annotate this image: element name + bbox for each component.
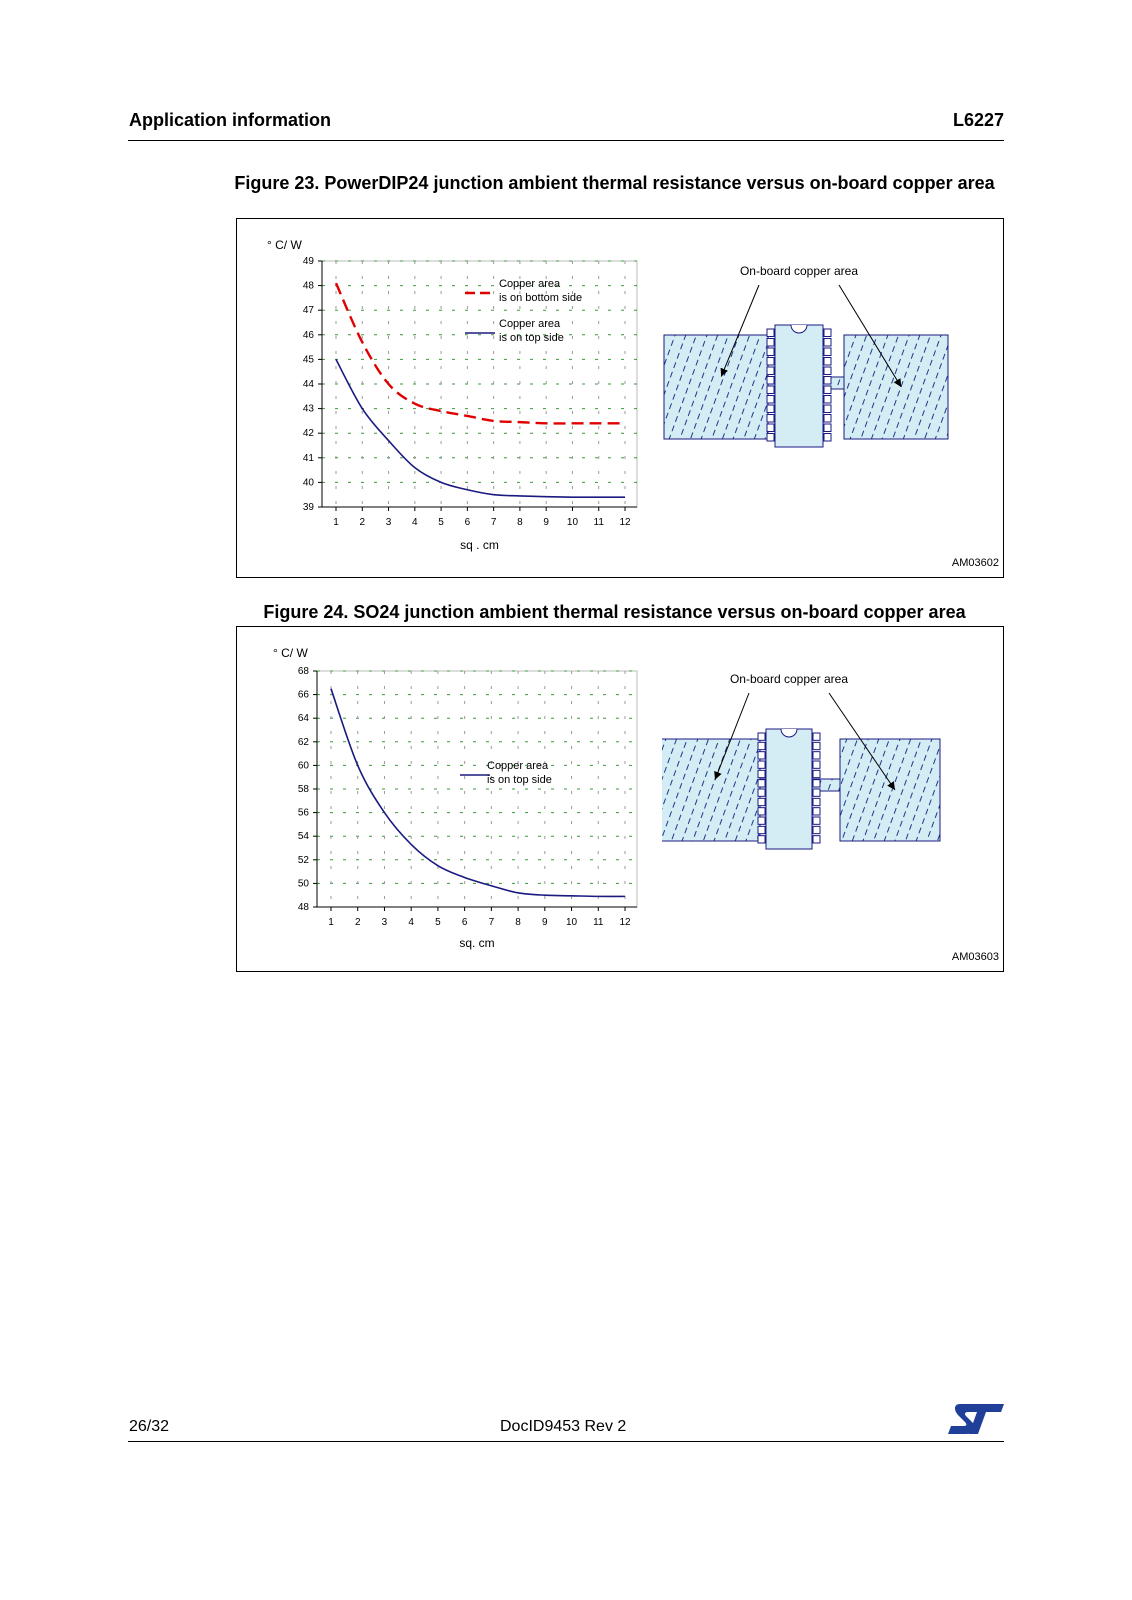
footer-rule bbox=[128, 1441, 1004, 1442]
figure-23-diagram bbox=[662, 219, 1002, 577]
x-tick-label: 9 bbox=[542, 917, 548, 928]
x-tick-label: 2 bbox=[359, 517, 366, 528]
x-tick-label: 7 bbox=[488, 917, 495, 928]
x-tick-label: 10 bbox=[566, 517, 579, 528]
figure-23-chart bbox=[237, 219, 657, 577]
ic-pin bbox=[813, 761, 820, 768]
x-tick-label: 4 bbox=[408, 917, 414, 928]
ic-pin bbox=[813, 789, 820, 796]
y-tick-label: 43 bbox=[302, 403, 314, 415]
figure-23-title: Figure 23. PowerDIP24 junction ambient thermal resistance versus on-board copper area bbox=[234, 173, 995, 193]
ic-pin bbox=[758, 817, 765, 824]
y-tick-label: 46 bbox=[302, 329, 314, 341]
ic-pin bbox=[824, 424, 831, 432]
y-tick-label: 64 bbox=[297, 713, 309, 725]
ic-pin bbox=[824, 396, 831, 404]
figure-24-code: AM03603 bbox=[951, 951, 999, 963]
ic-pin bbox=[824, 386, 831, 394]
x-tick-label: 6 bbox=[464, 517, 471, 528]
y-tick-label: 47 bbox=[302, 305, 314, 317]
ic-pin bbox=[767, 386, 774, 394]
x-tick-label: 11 bbox=[593, 517, 604, 528]
page-number: 26/32 bbox=[129, 1418, 170, 1435]
ic-pin bbox=[767, 434, 774, 442]
ic-pin bbox=[824, 339, 831, 347]
ic-pin bbox=[813, 780, 820, 787]
copper-area-label: On-board copper area bbox=[739, 264, 859, 278]
legend-label: Copper area bbox=[487, 760, 549, 772]
x-tick-label: 1 bbox=[333, 517, 339, 528]
ic-pin bbox=[813, 808, 820, 815]
right-copper-pad bbox=[840, 739, 940, 841]
y-tick-label: 49 bbox=[302, 256, 314, 267]
right-copper-pad bbox=[844, 335, 948, 439]
ic-pin bbox=[824, 377, 831, 385]
y-tick-label: 50 bbox=[297, 878, 309, 890]
ic-pin bbox=[758, 752, 765, 759]
x-tick-label: 7 bbox=[490, 517, 497, 528]
y-tick-label: 40 bbox=[302, 477, 314, 489]
y-axis-label: ° C/ W bbox=[273, 646, 308, 660]
figure-23-code: AM03602 bbox=[951, 557, 999, 569]
legend-label: is on bottom side bbox=[499, 292, 583, 304]
ic-pin bbox=[758, 780, 765, 787]
figure-24-box bbox=[236, 626, 1004, 972]
legend-label: is on top side bbox=[499, 332, 564, 344]
x-tick-label: 2 bbox=[354, 917, 361, 928]
ic-pin bbox=[813, 742, 820, 749]
x-tick-label: 8 bbox=[515, 917, 521, 928]
y-tick-label: 44 bbox=[302, 379, 314, 390]
series-top-side-line bbox=[336, 359, 625, 497]
y-tick-label: 60 bbox=[297, 760, 309, 772]
ic-pin bbox=[813, 770, 820, 777]
legend-label: is on top side bbox=[487, 774, 552, 786]
legend-label: Copper area bbox=[499, 318, 561, 330]
copper-area-label: On-board copper area bbox=[729, 672, 849, 686]
y-tick-label: 68 bbox=[297, 666, 309, 677]
ic-pin bbox=[758, 770, 765, 777]
ic-pin bbox=[824, 405, 831, 413]
ic-pin bbox=[767, 396, 774, 404]
ic-pin bbox=[767, 415, 774, 423]
y-tick-label: 54 bbox=[297, 831, 309, 843]
ic-pin bbox=[758, 789, 765, 796]
x-tick-label: 5 bbox=[435, 917, 441, 928]
x-axis-label: sq. cm bbox=[459, 936, 495, 950]
y-tick-label: 56 bbox=[297, 807, 309, 819]
series-bottom-side-line bbox=[336, 283, 625, 423]
ic-pin bbox=[767, 377, 774, 385]
ic-pin bbox=[824, 329, 831, 337]
x-axis-label: sq . cm bbox=[460, 538, 499, 552]
figure-24-diagram bbox=[662, 627, 1002, 971]
figure-24-chart bbox=[237, 627, 657, 971]
x-tick-label: 12 bbox=[619, 517, 631, 528]
ic-pin bbox=[758, 826, 765, 833]
x-tick-label: 3 bbox=[385, 517, 392, 528]
y-tick-label: 66 bbox=[297, 689, 309, 701]
x-tick-label: 8 bbox=[517, 517, 523, 528]
ic-pin bbox=[767, 339, 774, 347]
y-tick-label: 41 bbox=[302, 452, 314, 464]
legend-label: Copper area bbox=[499, 278, 561, 290]
ic-pin bbox=[767, 358, 774, 366]
ic-pin bbox=[758, 808, 765, 815]
y-tick-label: 52 bbox=[297, 854, 309, 866]
ic-pin bbox=[813, 752, 820, 759]
ic-package-body bbox=[775, 325, 823, 447]
ic-pin bbox=[767, 367, 774, 375]
x-tick-label: 12 bbox=[619, 917, 631, 928]
x-tick-label: 11 bbox=[593, 917, 604, 928]
ic-pin bbox=[767, 424, 774, 432]
ic-pin bbox=[758, 733, 765, 740]
y-tick-label: 48 bbox=[297, 902, 309, 913]
ic-pin bbox=[767, 329, 774, 337]
ic-pin bbox=[824, 415, 831, 423]
x-tick-label: 1 bbox=[328, 917, 334, 928]
x-tick-label: 4 bbox=[412, 517, 418, 528]
y-tick-label: 42 bbox=[302, 428, 314, 440]
ic-pin bbox=[767, 348, 774, 356]
ic-pin bbox=[824, 434, 831, 442]
ic-pin bbox=[758, 836, 765, 843]
y-tick-label: 58 bbox=[297, 784, 309, 795]
y-tick-label: 62 bbox=[297, 736, 309, 748]
ic-pin bbox=[813, 798, 820, 805]
ic-pin bbox=[824, 348, 831, 356]
ic-pin bbox=[758, 798, 765, 805]
left-copper-pad bbox=[664, 335, 768, 439]
y-tick-label: 48 bbox=[302, 280, 314, 292]
series-top-side-line bbox=[331, 689, 625, 897]
figure-23-box bbox=[236, 218, 1004, 578]
ic-pin bbox=[813, 826, 820, 833]
x-tick-label: 6 bbox=[461, 917, 468, 928]
y-tick-label: 39 bbox=[302, 502, 314, 513]
plot-area bbox=[317, 671, 637, 907]
x-tick-label: 5 bbox=[438, 517, 444, 528]
figure-24-title: Figure 24. SO24 junction ambient thermal resistance versus on-board copper area bbox=[263, 602, 966, 622]
x-tick-label: 9 bbox=[543, 517, 549, 528]
part-number: L6227 bbox=[952, 110, 1004, 130]
st-logo-icon bbox=[946, 1402, 1006, 1436]
ic-pin bbox=[813, 733, 820, 740]
ic-pin bbox=[758, 761, 765, 768]
ic-pin bbox=[824, 358, 831, 366]
ic-pin bbox=[758, 742, 765, 749]
ic-pin bbox=[767, 405, 774, 413]
x-tick-label: 3 bbox=[381, 917, 388, 928]
x-tick-label: 10 bbox=[565, 917, 578, 928]
ic-pin bbox=[813, 817, 820, 824]
left-copper-pad bbox=[662, 739, 760, 841]
ic-pin bbox=[824, 367, 831, 375]
ic-pin bbox=[813, 836, 820, 843]
y-tick-label: 45 bbox=[302, 354, 314, 366]
ic-package-body bbox=[766, 729, 812, 849]
y-axis-label: ° C/ W bbox=[267, 238, 302, 252]
header-rule bbox=[128, 140, 1004, 141]
doc-id: DocID9453 Rev 2 bbox=[500, 1418, 627, 1435]
section-title: Application information bbox=[129, 110, 331, 130]
